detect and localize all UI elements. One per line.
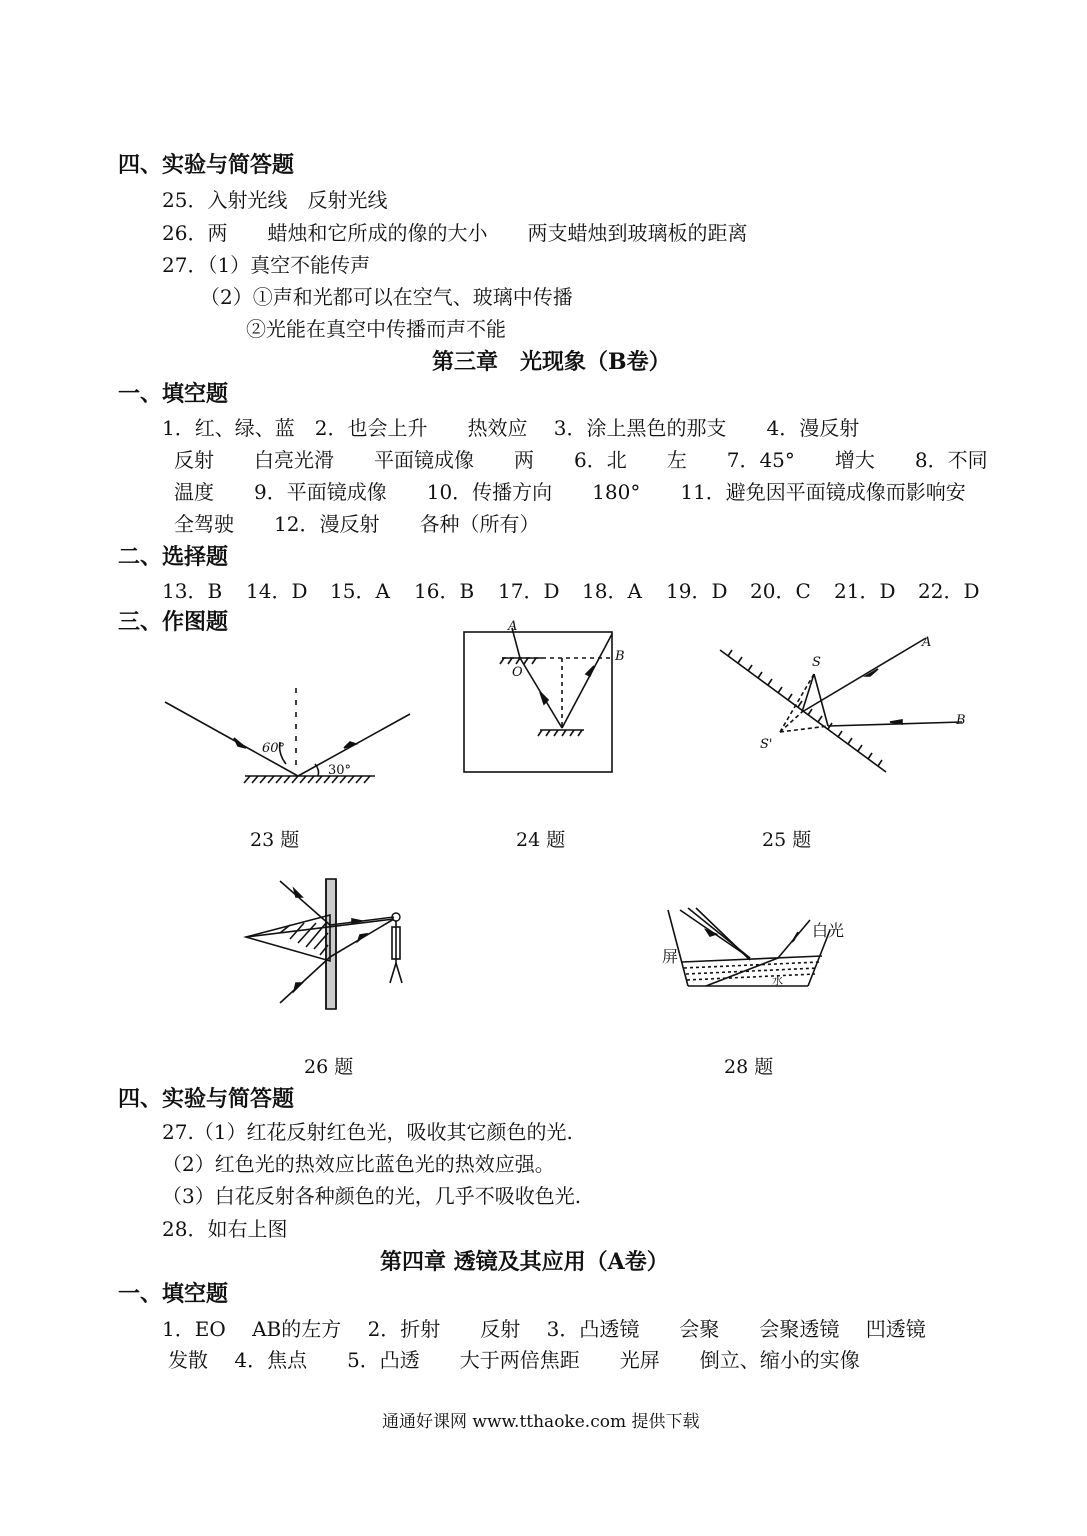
answer-line: ②光能在真空中传播而声不能 — [246, 317, 506, 341]
answer-line: 25．入射光线 反射光线 — [162, 188, 388, 212]
section-heading-fill: 一、填空题 — [118, 1282, 229, 1307]
answer-line: 27.（1）红花反射红色光，吸收其它颜色的光. — [162, 1120, 573, 1144]
choice-answer: 19．D — [666, 579, 728, 603]
figure-caption: 24 题 — [516, 829, 566, 851]
screen-label: 屏 — [662, 947, 679, 966]
choice-answer: 20．C — [750, 579, 811, 603]
choice-answer: 18．A — [582, 579, 642, 603]
point-b-label: B — [615, 649, 625, 664]
figure-caption: 23 题 — [250, 829, 300, 851]
water-label: 水 — [772, 974, 783, 987]
choice-answer: 16．B — [414, 579, 475, 603]
footer-credit: 通通好课网 www.tthaoke.com 提供下载 — [382, 1412, 700, 1432]
point-o-label: O — [512, 665, 523, 680]
answer-line: （2）红色光的热效应比蓝色光的热效应强。 — [162, 1152, 555, 1176]
point-s-prime-label: S' — [760, 737, 773, 752]
white-light-label: 白光 — [812, 921, 845, 940]
choice-answer: 21．D — [834, 579, 896, 603]
figure-28-dispersion — [660, 906, 860, 1021]
answer-line: 反射 白亮光滑 平面镜成像 两 6．北 左 7．45° 增大 8．不同 — [174, 448, 988, 472]
angle-60-label: 60° — [262, 741, 286, 756]
choice-answer: 15．A — [330, 579, 390, 603]
point-a-label: A — [508, 619, 518, 634]
choice-answer: 22．D — [918, 579, 980, 603]
answer-line: （3）白花反射各种颜色的光，几乎不吸收色光. — [162, 1184, 582, 1208]
figure-caption: 28 题 — [724, 1056, 774, 1078]
point-a-label: A — [922, 635, 932, 650]
figure-26-field-of-view — [240, 877, 420, 1012]
figure-23-reflection — [160, 680, 400, 820]
section-heading-choice: 二、选择题 — [118, 545, 229, 570]
section-heading-experiment: 四、实验与简答题 — [118, 153, 295, 178]
answer-line: 1．红、绿、蓝 2．也会上升 热效应 3．涂上黑色的那支 4．漫反射 — [162, 416, 860, 440]
choice-answer: 14．D — [246, 579, 308, 603]
point-b-label: B — [956, 713, 966, 728]
figure-24-periscope — [462, 619, 625, 773]
figure-caption: 25 题 — [762, 829, 812, 851]
chapter-title: 第四章 透镜及其应用（A卷） — [380, 1249, 669, 1275]
chapter-title: 第三章 光现象（B卷） — [432, 349, 671, 375]
answer-line: 全驾驶 12．漫反射 各种（所有） — [174, 512, 540, 536]
answer-line: 27．（1）真空不能传声 — [162, 253, 371, 277]
answer-line: 26．两 蜡烛和它所成的像的大小 两支蜡烛到玻璃板的距离 — [162, 221, 748, 245]
answer-line: 温度 9．平面镜成像 10．传播方向 180° 11．避免因平面镜成像而影响安 — [174, 480, 966, 504]
point-s-label: S — [812, 655, 821, 670]
section-heading-experiment: 四、实验与简答题 — [118, 1087, 295, 1112]
choice-answer: 13．B — [162, 579, 223, 603]
figure-25-mirror-image — [716, 636, 976, 776]
answer-line: 发散 4．焦点 5．凸透 大于两倍焦距 光屏 倒立、缩小的实像 — [168, 1348, 860, 1372]
section-heading-fill: 一、填空题 — [118, 382, 229, 407]
answer-line: 28．如右上图 — [162, 1217, 288, 1241]
section-heading-drawing: 三、作图题 — [118, 610, 229, 635]
answer-line: （2）①声和光都可以在空气、玻璃中传播 — [200, 285, 573, 309]
answer-line: 1．EO AB的左方 2．折射 反射 3．凸透镜 会聚 会聚透镜 凹透镜 — [162, 1317, 926, 1341]
choice-answer: 17．D — [498, 579, 560, 603]
figure-caption: 26 题 — [304, 1056, 354, 1078]
angle-30-label: 30° — [328, 763, 352, 778]
